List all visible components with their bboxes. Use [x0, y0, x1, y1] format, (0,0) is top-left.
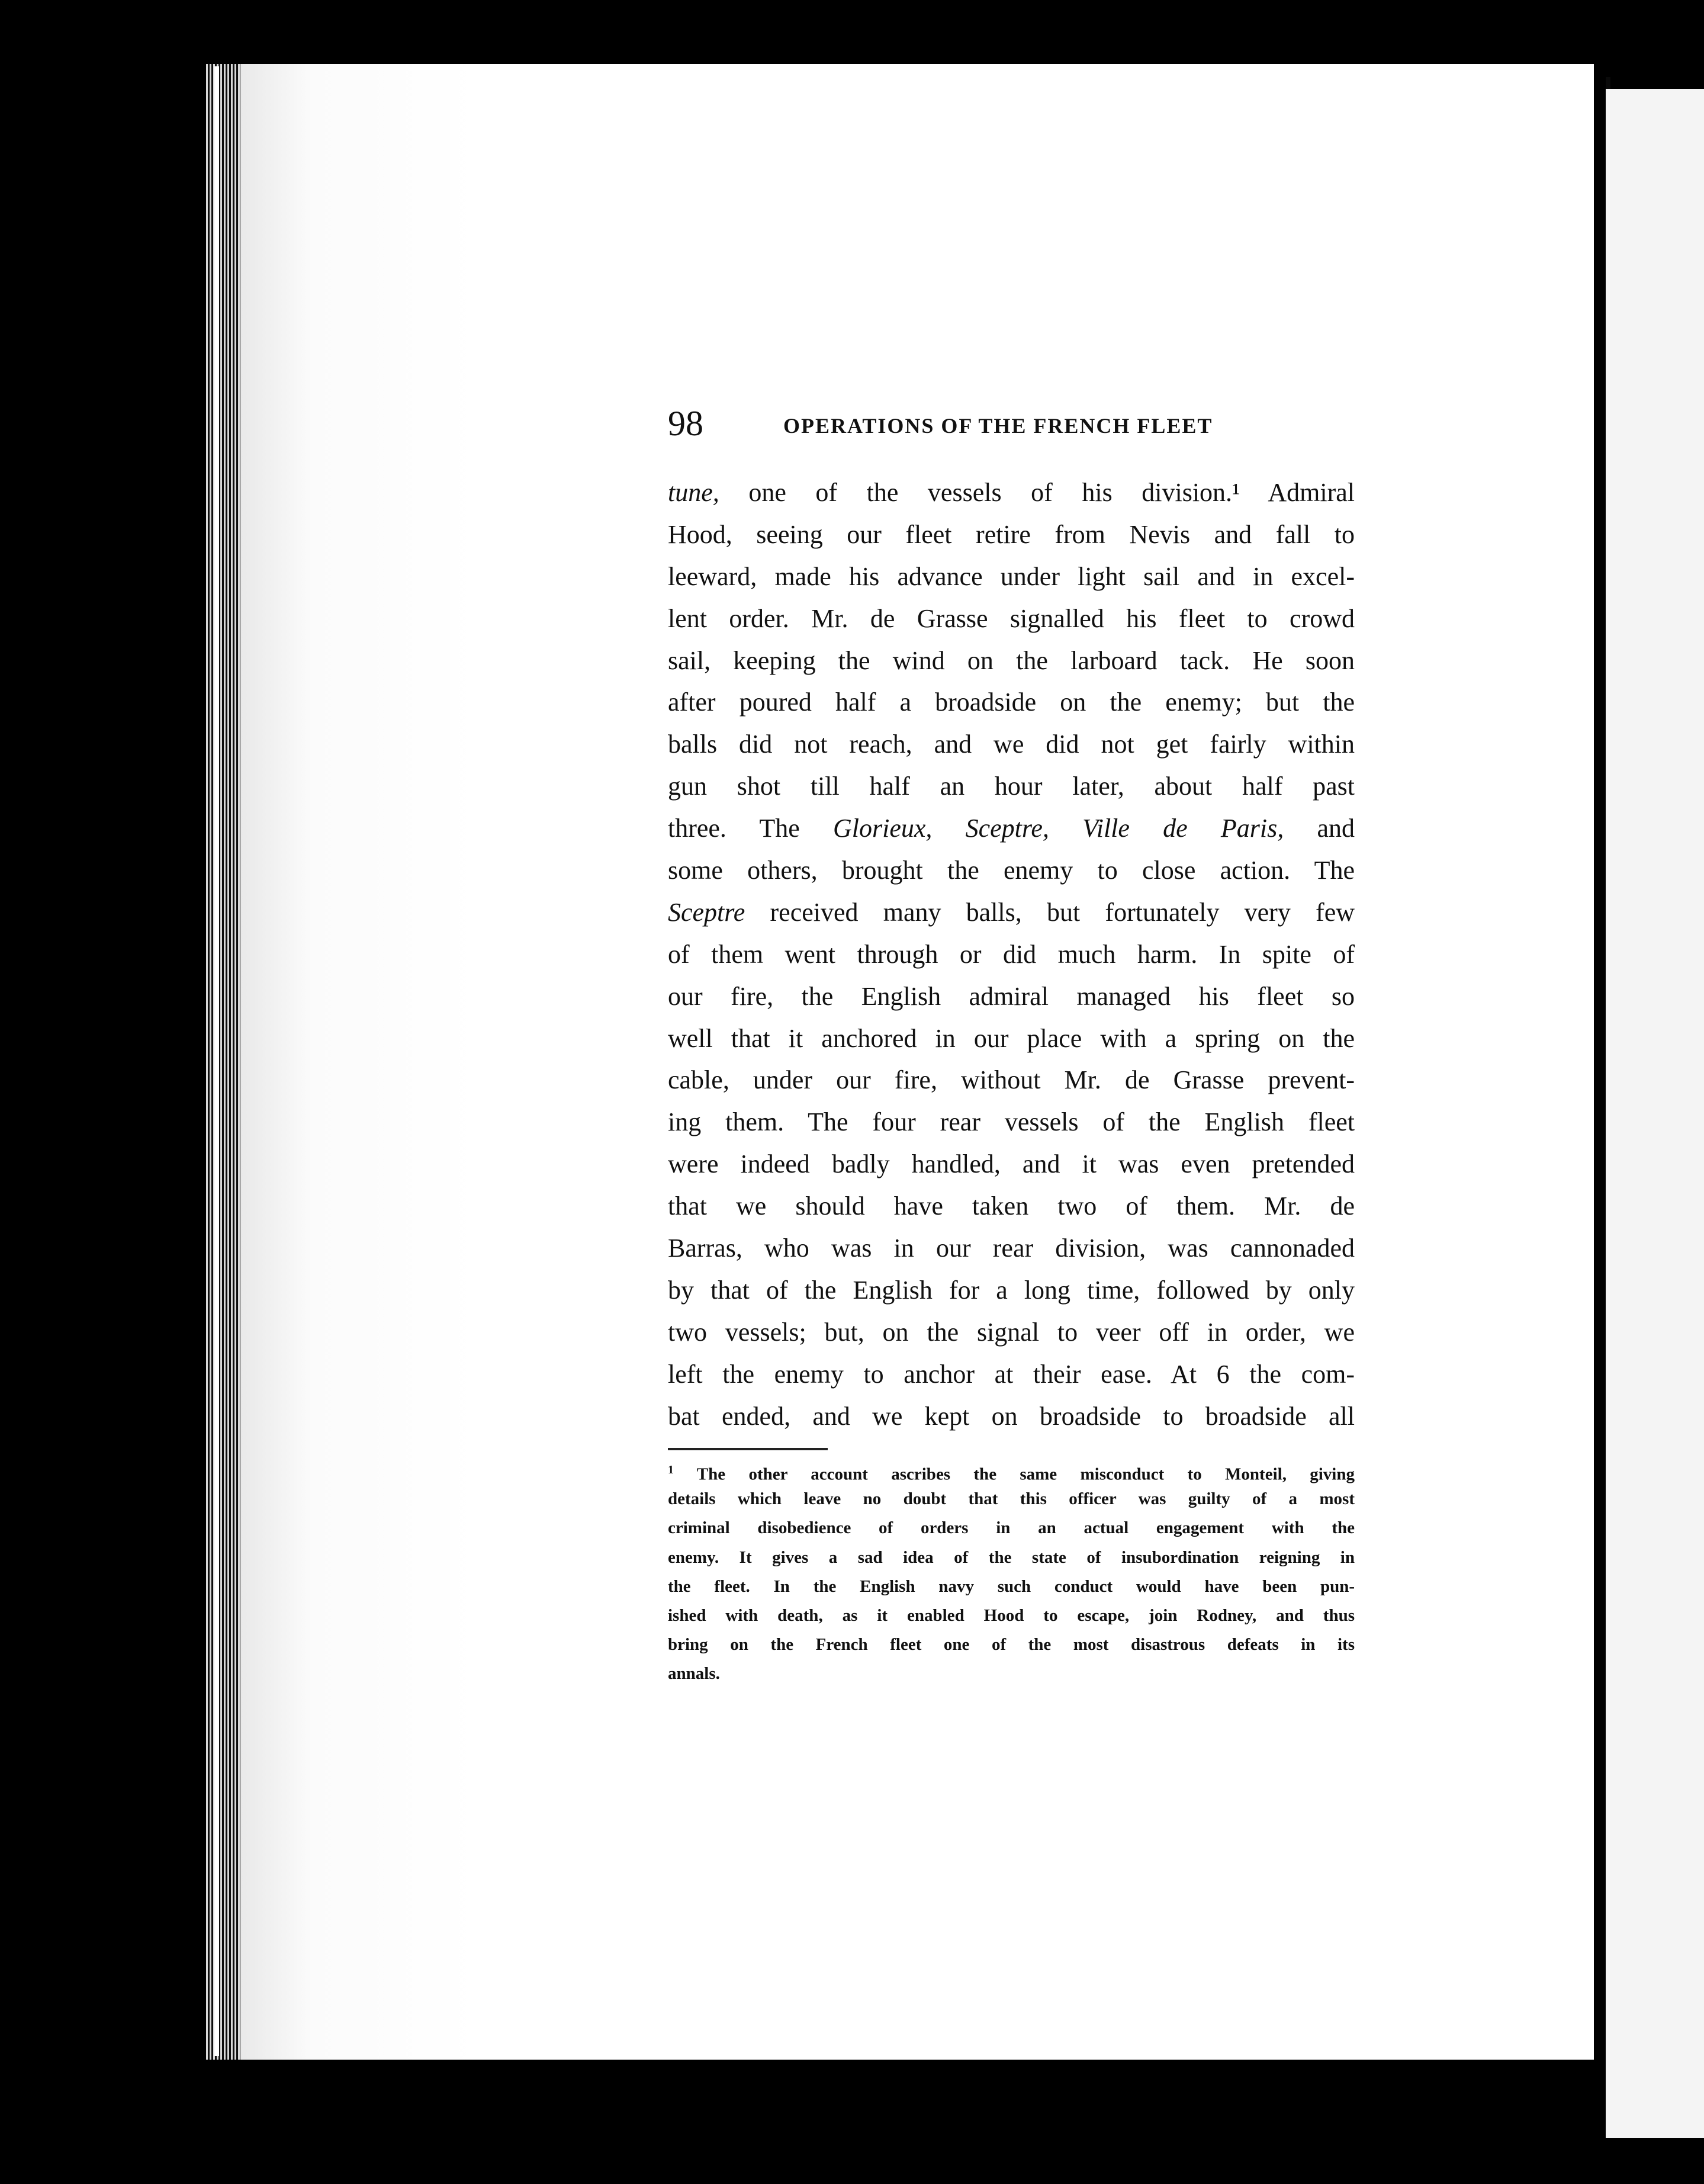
text-line: of them went through or did much harm. In spite of: [668, 939, 1355, 969]
text-line: Sceptre received many balls, but fortunately very few: [668, 897, 1355, 927]
book-edge-highlight: [214, 66, 219, 2056]
footnote-line: bring on the French fleet one of the most disastrous defeats in its: [668, 1635, 1355, 1655]
page-header: [668, 400, 1355, 447]
text-line: two vessels; but, on the signal to veer off in order, we: [668, 1317, 1355, 1347]
text-line: were indeed badly handled, and it was even pretended: [668, 1149, 1355, 1179]
text-line: after poured half a broadside on the enemy; but the: [668, 688, 1355, 717]
text-line: left the enemy to anchor at their ease. At 6 the com-: [668, 1359, 1355, 1389]
text-line: cable, under our fire, without Mr. de Grasse prevent-: [668, 1065, 1355, 1095]
text-line: by that of the English for a long time, followed by only: [668, 1275, 1355, 1305]
text-line: Hood, seeing our fleet retire from Nevis and fall to: [668, 519, 1355, 549]
text-line: leeward, made his advance under light sail and in excel-: [668, 561, 1355, 591]
body-text: [668, 472, 1355, 1437]
text-line: lent order. Mr. de Grasse signalled his fleet to crowd: [668, 603, 1355, 633]
footnote-line: ished with death, as it enabled Hood to escape, join Rodney, and thus: [668, 1605, 1355, 1625]
footnote-line: enemy. It gives a sad idea of the state of insubordination reigning in: [668, 1547, 1355, 1567]
text-line: ing them. The four rear vessels of the English fleet: [668, 1107, 1355, 1137]
text-line: three. The Glorieux, Sceptre, Ville de Paris, and: [668, 814, 1355, 843]
running-head: OPERATIONS OF THE FRENCH FLEET: [783, 414, 1213, 438]
text-line: tune, one of the vessels of his division.¹ Admiral: [668, 478, 1355, 507]
text-line: Barras, who was in our rear division, was cannonaded: [668, 1234, 1355, 1263]
facing-page-edge: [1606, 89, 1704, 2138]
text-line: gun shot till half an hour later, about half past: [668, 772, 1355, 801]
text-line: well that it anchored in our place with a spring on the: [668, 1023, 1355, 1053]
footnote-line: the fleet. In the English navy such conduct would have been pun-: [668, 1576, 1355, 1596]
footnote-marker: 1: [668, 1463, 674, 1476]
text-line: bat ended, and we kept on broadside to broadside all: [668, 1401, 1355, 1431]
page-number: 98: [668, 404, 703, 443]
book-page-edges: [206, 64, 240, 2060]
footnote-line: $^1$ The other account ascribes the same misconduct to Monteil, giving: [668, 1463, 1355, 1484]
text-line: our fire, the English admiral managed his fleet so: [668, 981, 1355, 1011]
footnote-rule: [668, 1448, 828, 1450]
text-line: sail, keeping the wind on the larboard tack. He soon: [668, 645, 1355, 675]
text-line: some others, brought the enemy to close action. The: [668, 856, 1355, 885]
footnote-line: annals.: [668, 1664, 720, 1684]
footnote-line: details which leave no doubt that this officer was guilty of a most: [668, 1489, 1355, 1509]
footnote-line: criminal disobedience of orders in an actual engagement with the: [668, 1518, 1355, 1538]
text-line: that we should have taken two of them. Mr. de: [668, 1191, 1355, 1221]
footnote: [668, 1456, 1355, 1689]
text-line: balls did not reach, and we did not get fairly within: [668, 730, 1355, 759]
